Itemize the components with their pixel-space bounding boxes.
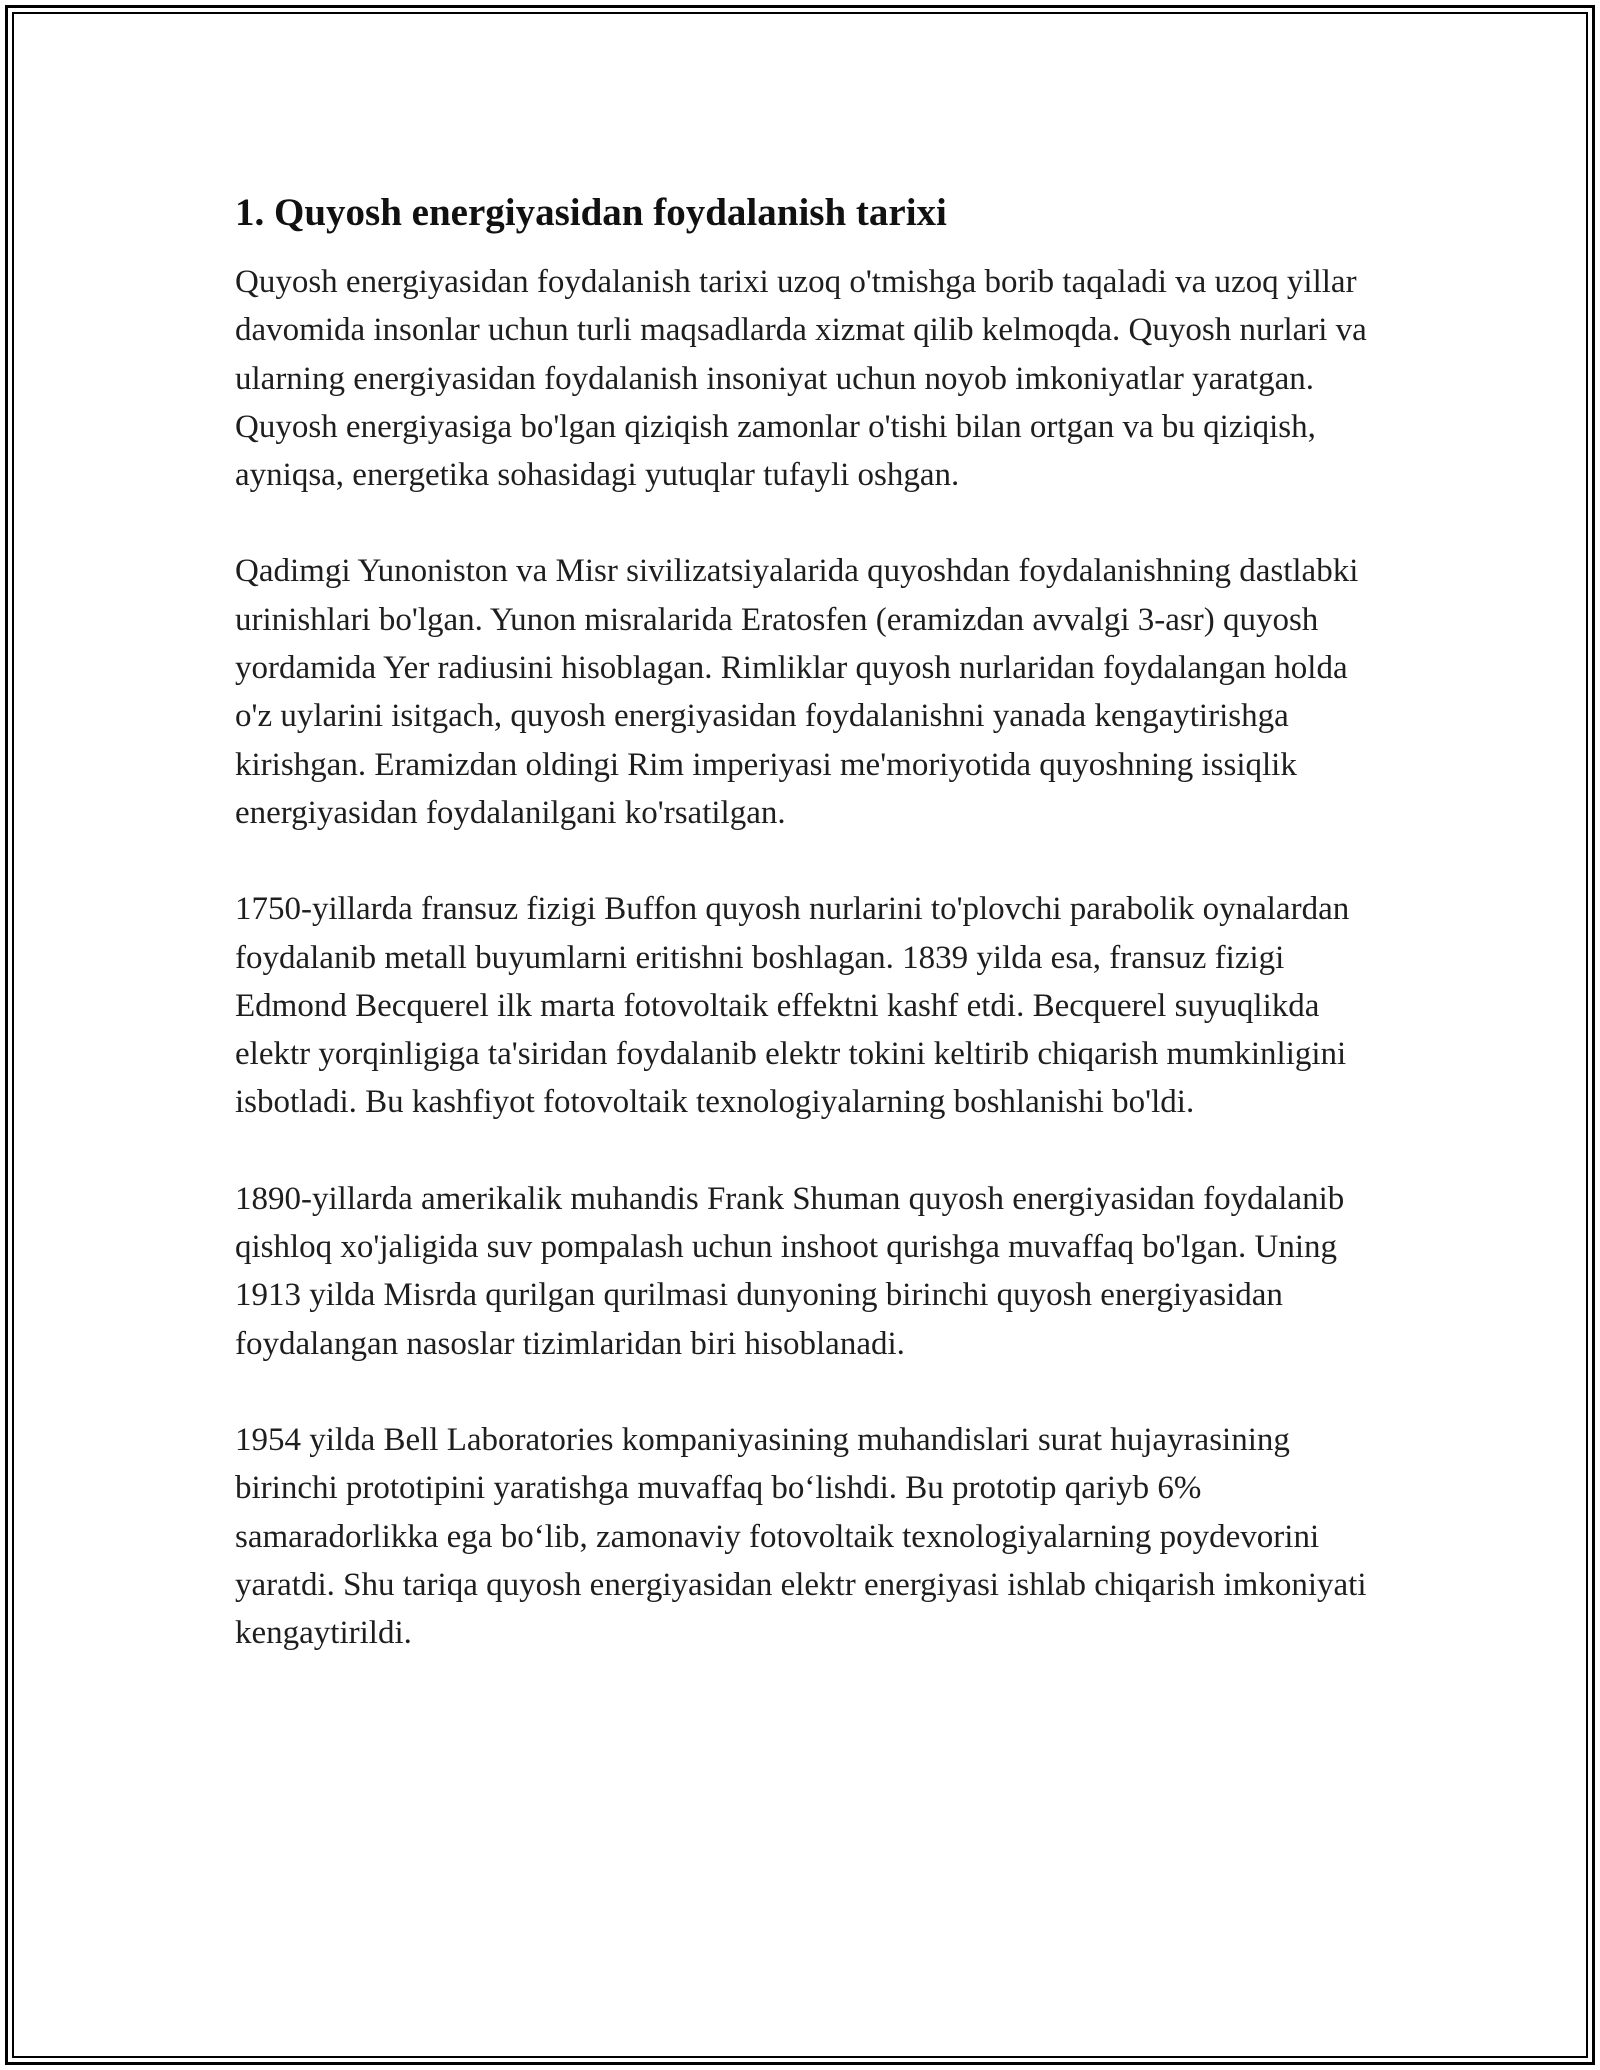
paragraph-bell-laboratories: 1954 yilda Bell Laboratories kompaniyasining muhandislari surat hujayrasining birinchi prototipini yaratishga muvaffaq bo‘lishdi. Bu prototip qariyb 6% samaradorlikka ega bo‘lib, zamonaviy fotovoltaik texnologiyalarning poydevorini yaratdi. Shu tariqa quyosh energiyasidan elektr energiyasi ishlab chiqarish imkoniyati kengaytirildi.	[235, 1421, 1367, 1652]
paragraph-ancient-civilizations: Qadimgi Yunoniston va Misr sivilizatsiyalarida quyoshdan foydalanishning dastlabki urinishlari bo'lgan. Yunon misralarida Eratosfen (eramizdan avvalgi 3-asr) quyosh yordamida Yer radiusini hisoblagan. Rimliklar quyosh nurlaridan foydalangan holda o'z uylarini isitgach, quyosh energiyasidan foydalanishni yanada kengaytirishga kirishgan. Eramizdan oldingi Rim imperiyasi me'moriyotida quyoshning issiqlik energiyasidan foydalanilgani ko'rsatilgan.	[235, 553, 1359, 831]
section-heading: 1. Quyosh energiyasidan foydalanish tarixi	[235, 191, 947, 234]
paragraph-buffon-becquerel: 1750-yillarda fransuz fizigi Buffon quyosh nurlarini to'plovchi parabolik oynalardan foydalanib metall buyumlarni eritishni boshlagan. 1839 yilda esa, fransuz fizigi Edmond Becquerel ilk marta fotovoltaik effektni kashf etdi. Becquerel suyuqlikda elektr yorqinligiga ta'siridan foydalanib elektr tokini keltirib chiqarish mumkinligini isbotladi. Bu kashfiyot fotovoltaik texnologiyalarning boshlanishi bo'ldi.	[235, 891, 1350, 1121]
document-body	[235, 180, 1375, 1705]
paragraph-intro: Quyosh energiyasidan foydalanish tarixi uzoq o'tmishga borib taqaladi va uzoq yillar davomida insonlar uchun turli maqsadlarda xizmat qilib kelmoqda. Quyosh nurlari va ularning energiyasidan foydalanish insoniyat uchun noyob imkoniyatlar yaratgan. Quyosh energiyasiga bo'lgan qiziqish zamonlar o'tishi bilan ortgan va bu qiziqish, ayniqsa, energetika sohasidagi yutuqlar tufayli oshgan.	[235, 264, 1367, 494]
paragraph-frank-shuman: 1890-yillarda amerikalik muhandis Frank Shuman quyosh energiyasidan foydalanib qishloq xo'jaligida suv pompalash uchun inshoot qurishga muvaffaq bo'lgan. Uning 1913 yilda Misrda qurilgan qurilmasi dunyoning birinchi quyosh energiyasidan foydalangan nasoslar tizimlaridan biri hisoblanadi.	[235, 1180, 1345, 1362]
